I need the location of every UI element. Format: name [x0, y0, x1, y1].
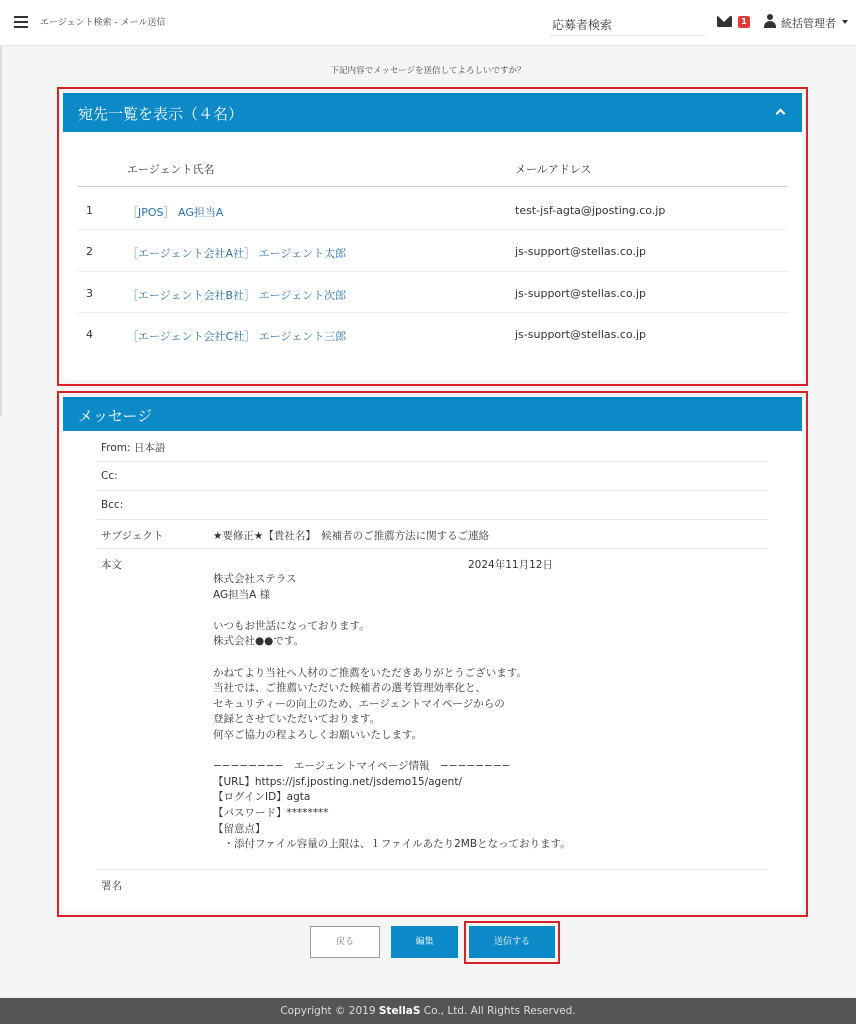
body-label: 本文 [101, 559, 122, 571]
field-divider [97, 490, 768, 491]
body-line: 【URL】https://jsf.jposting.net/jsdemo15/agent/ [213, 775, 462, 788]
breadcrumb: エージェント検索 - メール送信 [40, 18, 166, 28]
body-line: 【留意点】 [213, 822, 266, 835]
message-title: メッセージ [78, 407, 153, 425]
mail-count-badge: 1 [738, 16, 750, 28]
footer-suffix: Co., Ltd. All Rights Reserved. [420, 1005, 576, 1017]
recipient-link[interactable] [127, 204, 223, 220]
recipient-name[interactable]: AG担当A [178, 206, 224, 219]
body-line [213, 603, 571, 619]
bcc-label: Bcc: [101, 499, 124, 511]
field-divider [97, 869, 768, 870]
body-line: かねてより当社へ人材のご推薦をいただきありがとうございます。 [213, 666, 527, 679]
sidebar-edge [0, 46, 2, 416]
confirm-message: 下記内容でメッセージを送信してよろしいですか？ [330, 66, 526, 76]
recipient-email: js-support@stellas.co.jp [515, 245, 647, 258]
user-menu[interactable]: 統括管理者 [781, 17, 836, 30]
recipients-title: 宛先一覧を表示（４名） [78, 105, 244, 123]
body-line: いつもお世話になっております。 [213, 619, 370, 632]
message-body [213, 572, 571, 853]
mail-icon[interactable] [717, 16, 732, 27]
body-line: −−−−−−−− エージェントマイページ情報 −−−−−−−− [213, 760, 511, 773]
recipient-name[interactable]: エージェント三郎 [258, 330, 347, 343]
edit-button[interactable]: 編集 [391, 926, 458, 958]
recipients-header[interactable] [63, 93, 802, 132]
body-line: セキュリティーの向上のため、エージェントマイページからの [213, 697, 505, 710]
row-divider [78, 312, 788, 313]
footer [0, 998, 856, 1024]
user-icon[interactable] [764, 14, 776, 28]
body-line: 登録とさせていただいております。 [213, 713, 381, 726]
body-line [213, 650, 571, 666]
recipient-company[interactable]: ［エージェント会社B社］ [127, 289, 256, 302]
row-number: 1 [86, 204, 93, 217]
body-date: 2024年11月12日 [468, 559, 553, 571]
subject-label: サブジェクト [101, 530, 164, 542]
recipient-company[interactable]: ［エージェント会社A社］ [127, 247, 256, 260]
body-line: AG担当A 様 [213, 588, 271, 601]
cc-label: Cc: [101, 470, 118, 482]
menu-icon[interactable] [14, 16, 28, 28]
body-line: 【パスワード】******** [213, 806, 329, 819]
table-header-divider [78, 186, 788, 187]
recipient-company[interactable]: ［エージェント会社C社］ [127, 330, 256, 343]
body-line: 何卒ご協力の程よろしくお願いいたします。 [213, 728, 423, 741]
row-number: 3 [86, 287, 93, 300]
footer-brand: StellaS [378, 1005, 421, 1017]
recipient-link[interactable] [127, 245, 346, 261]
body-line: 当社では、ご推薦いただいた候補者の選考管理効率化と、 [213, 682, 486, 695]
recipient-link[interactable] [127, 328, 346, 344]
recipient-name[interactable]: エージェント次郎 [258, 289, 347, 302]
recipient-link[interactable] [127, 287, 346, 303]
chevron-down-icon[interactable] [842, 20, 848, 24]
body-line: 株式会社●●です。 [213, 635, 304, 648]
send-button[interactable]: 送信する [469, 926, 555, 958]
chevron-up-icon[interactable] [776, 109, 786, 119]
back-button[interactable]: 戻る [310, 926, 380, 958]
row-divider [78, 271, 788, 272]
top-bar [0, 0, 856, 46]
row-number: 4 [86, 328, 93, 341]
row-divider [78, 229, 788, 230]
row-number: 2 [86, 245, 93, 258]
field-divider [97, 548, 768, 549]
body-line: 【ログインID】agta [213, 791, 311, 804]
recipient-email: test-jsf-agta@jposting.co.jp [515, 204, 666, 217]
column-header-email: メールアドレス [515, 163, 592, 176]
field-divider [97, 519, 768, 520]
body-line: 株式会社ステラス [213, 573, 297, 585]
recipient-email: js-support@stellas.co.jp [515, 328, 647, 341]
recipient-company[interactable]: ［JPOS］ [127, 206, 175, 219]
from-field: From: 日本語 [101, 442, 166, 454]
field-divider [97, 461, 768, 462]
body-line [213, 744, 571, 760]
body-line: ・添付ファイル容量の上限は、１ファイルあたり2MBとなっております。 [213, 838, 571, 851]
recipient-email: js-support@stellas.co.jp [515, 287, 647, 300]
recipient-name[interactable]: エージェント太郎 [258, 247, 347, 260]
search-input[interactable]: 応募者検索 [550, 12, 705, 36]
footer-prefix: Copyright © 2019 [280, 1005, 379, 1017]
column-header-name: エージェント氏名 [127, 163, 215, 176]
message-header [63, 397, 802, 431]
subject-value: ★要修正★【貴社名】 候補者のご推薦方法に関するご連絡 [213, 530, 490, 542]
signature-label: 署名 [101, 880, 122, 892]
